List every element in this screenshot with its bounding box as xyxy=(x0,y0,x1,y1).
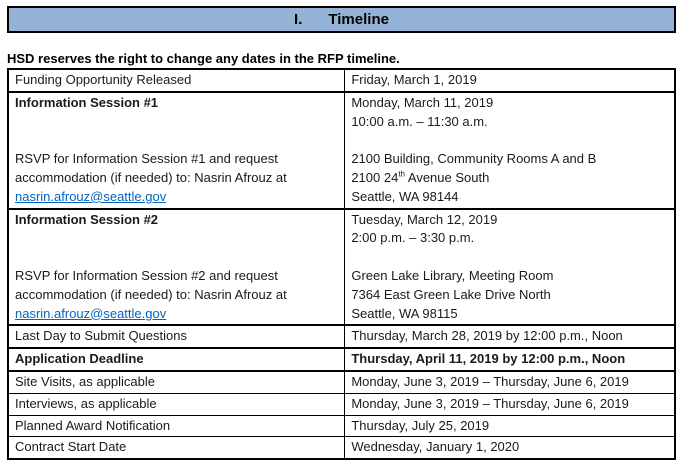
text-line: Monday, June 3, 2019 – Thursday, June 6, 2019 xyxy=(351,373,629,389)
email-link[interactable]: nasrin.afrouz@seattle.gov xyxy=(15,305,167,321)
text-line: Wednesday, January 1, 2020 xyxy=(351,439,520,455)
intro-text: HSD reserves the right to change any dates in the RFP timeline. xyxy=(7,51,400,66)
date-cell xyxy=(345,415,675,437)
table-row xyxy=(8,209,675,326)
event-cell xyxy=(8,371,345,393)
text-line: 2100 24th Avenue South xyxy=(351,169,490,185)
section-header-bar xyxy=(7,6,676,33)
blank-line xyxy=(351,131,669,150)
date-cell xyxy=(345,393,675,415)
text-line: Site Visits, as applicable xyxy=(15,373,155,389)
date-cell xyxy=(345,92,675,209)
text-line: RSVP for Information Session #2 and request xyxy=(15,267,278,283)
table-row xyxy=(8,348,675,371)
timeline-table-body xyxy=(8,69,675,459)
event-cell xyxy=(8,69,345,92)
text-line: Information Session #1 xyxy=(15,94,159,110)
blank-line xyxy=(15,131,339,150)
blank-line xyxy=(15,113,339,132)
text-line: Planned Award Notification xyxy=(15,417,171,433)
text-line: Monday, March 11, 2019 xyxy=(351,94,494,110)
event-cell xyxy=(8,209,345,326)
email-link[interactable]: nasrin.afrouz@seattle.gov xyxy=(15,188,167,204)
blank-line xyxy=(351,248,669,267)
email-link-line xyxy=(15,305,339,324)
event-cell xyxy=(8,348,345,371)
text-line: 2:00 p.m. – 3:30 p.m. xyxy=(351,230,475,246)
section-title: Timeline xyxy=(328,11,389,28)
timeline-table xyxy=(7,68,676,460)
event-cell xyxy=(8,437,345,459)
date-cell xyxy=(345,209,675,326)
text-line: Thursday, April 11, 2019 by 12:00 p.m., Noon xyxy=(351,351,626,367)
text-line: 2100 Building, Community Rooms A and B xyxy=(351,151,597,167)
event-cell xyxy=(8,415,345,437)
table-row xyxy=(8,371,675,393)
text-line: Thursday, July 25, 2019 xyxy=(351,417,490,433)
text-line: accommodation (if needed) to: Nasrin Afrouz at xyxy=(15,286,287,302)
text-line: Last Day to Submit Questions xyxy=(15,328,187,344)
text-line: Funding Opportunity Released xyxy=(15,72,192,87)
section-numeral: I. xyxy=(294,11,303,28)
text-line: Application Deadline xyxy=(15,351,144,367)
text-line: Information Session #2 xyxy=(15,211,159,227)
blank-line xyxy=(15,229,339,248)
table-row xyxy=(8,69,675,92)
event-cell xyxy=(8,393,345,415)
table-row xyxy=(8,92,675,209)
text-line: Thursday, March 28, 2019 by 12:00 p.m., Noon xyxy=(351,328,623,344)
blank-line xyxy=(15,248,339,267)
text-line: Contract Start Date xyxy=(15,439,127,455)
text-line: accommodation (if needed) to: Nasrin Afrouz at xyxy=(15,169,287,185)
text-line: RSVP for Information Session #1 and request xyxy=(15,151,278,167)
date-cell xyxy=(345,437,675,459)
table-row xyxy=(8,437,675,459)
date-cell xyxy=(345,348,675,371)
email-link-line xyxy=(15,188,339,207)
text-line: Monday, June 3, 2019 – Thursday, June 6, 2019 xyxy=(351,395,629,411)
date-cell xyxy=(345,325,675,348)
table-row xyxy=(8,415,675,437)
text-line: Interviews, as applicable xyxy=(15,395,157,411)
text-line: Tuesday, March 12, 2019 xyxy=(351,211,498,227)
text-line: Green Lake Library, Meeting Room xyxy=(351,267,554,283)
event-cell xyxy=(8,325,345,348)
text-line: Seattle, WA 98115 xyxy=(351,305,458,321)
date-cell xyxy=(345,69,675,92)
table-row xyxy=(8,325,675,348)
date-cell xyxy=(345,371,675,393)
text-line: 10:00 a.m. – 11:30 a.m. xyxy=(351,113,488,129)
event-cell xyxy=(8,92,345,209)
table-row xyxy=(8,393,675,415)
text-line: Friday, March 1, 2019 xyxy=(351,72,477,87)
text-line: 7364 East Green Lake Drive North xyxy=(351,286,551,302)
text-line: Seattle, WA 98144 xyxy=(351,188,459,204)
